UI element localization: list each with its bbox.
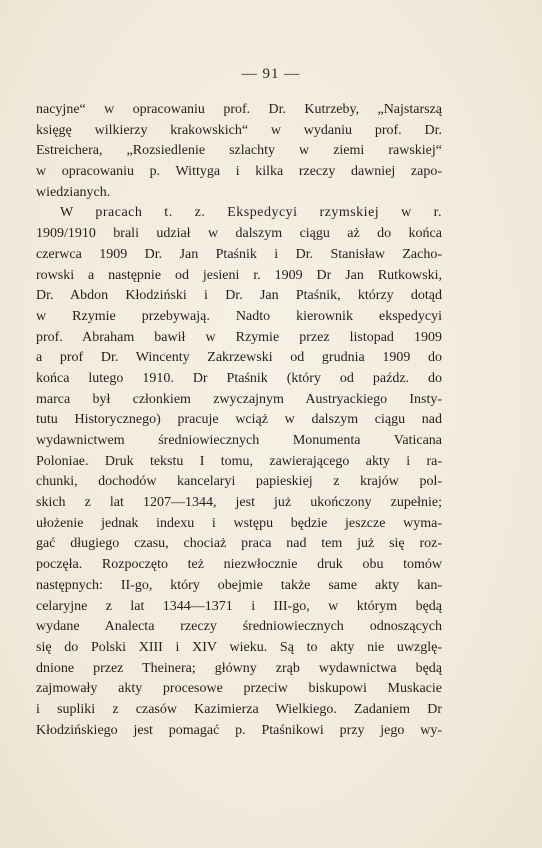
text-line: następnych: II-go, który obejmie także same akty kan- (36, 577, 442, 593)
text-line: 1909/1910 brali udział w dalszym ciągu aż do końca (36, 226, 442, 242)
text-line: wydane Analecta rzeczy średniowiecznych odnoszących (36, 619, 442, 635)
text-line: Poloniae. Druk tekstu I tomu, zawierającego akty i ra- (36, 453, 442, 469)
text-line: skich z lat 1207—1344, jest już ukończony zupełnie; (36, 495, 442, 511)
text-line: Kłodzińskiego jest pomagać p. Ptaśnikowi przy jego wy- (36, 722, 442, 738)
text-line: końca lutego 1910. Dr Ptaśnik (który od paźdz. do (36, 370, 442, 386)
text-line: marca był członkiem zwyczajnym Austryackiego Insty- (36, 391, 442, 407)
text-line: czerwca 1909 Dr. Jan Ptaśnik i Dr. Stanisław Zacho- (36, 246, 442, 262)
text-line: Estreichera, „Rozsiedlenie szlachty w ziemi rawskiej“ (36, 143, 442, 159)
text-line: celaryjne z lat 1344—1371 i III-go, w którym będą (36, 598, 442, 614)
text-line: tutu Historycznego) pracuje wciąż w dalszym ciągu nad (36, 412, 442, 428)
page-number: — 91 — (241, 66, 301, 82)
text-line: Dr. Abdon Kłodziński i Dr. Jan Ptaśnik, którzy dotąd (36, 288, 442, 304)
text-line: wydawnictwem średniowiecznych Monumenta Vaticana (36, 433, 442, 448)
text-line: a prof Dr. Wincenty Zakrzewski od grudnia 1909 do (36, 350, 442, 366)
text-line: rowski a następnie od jesieni r. 1909 Dr Jan Rutkowski, (36, 267, 442, 283)
text-line: w Rzymie przebywają. Nadto kierownik ekspedycyi (36, 308, 442, 324)
text-line: nacyjne“ w opracowaniu prof. Dr. Kutrzeby, „Najstarszą (36, 102, 442, 117)
text-line: w opracowaniu p. Wittyga i kilka rzeczy dawniej zapo- (36, 164, 442, 180)
text-line: księgę wilkierzy krakowskich“ w wydaniu prof. Dr. (36, 122, 442, 138)
text-line: chunki, dochodów kancelaryi papieskiej z krajów pol- (36, 474, 442, 490)
body-text (36, 100, 442, 741)
text-line: dnione przez Theinera; główny zrąb wydawnictwa będą (36, 660, 442, 676)
text-line: się do Polski XIII i XIV wieku. Są to akty nie uwzglę- (36, 639, 442, 655)
text-line: W pracach t. z. Ekspedycyi rzymskiej w r. (60, 205, 442, 221)
text-line: poczęła. Rozpoczęto też niezwłocznie druk obu tomów (36, 557, 442, 573)
text-line: i supliki z czasów Kazimierza Wielkiego. Zadaniem Dr (36, 701, 442, 717)
text-line: gać długiego czasu, chociaż praca nad tem już się roz- (36, 536, 442, 552)
text-line: zajmowały akty procesowe przeciw biskupowi Muskacie (36, 681, 442, 697)
text-line: prof. Abraham bawił w Rzymie przez listopad 1909 (36, 329, 442, 345)
text-line: wiedzianych. (36, 184, 111, 200)
text-line: ułożenie jednak indexu i wstępu będzie jeszcze wyma- (36, 515, 442, 531)
